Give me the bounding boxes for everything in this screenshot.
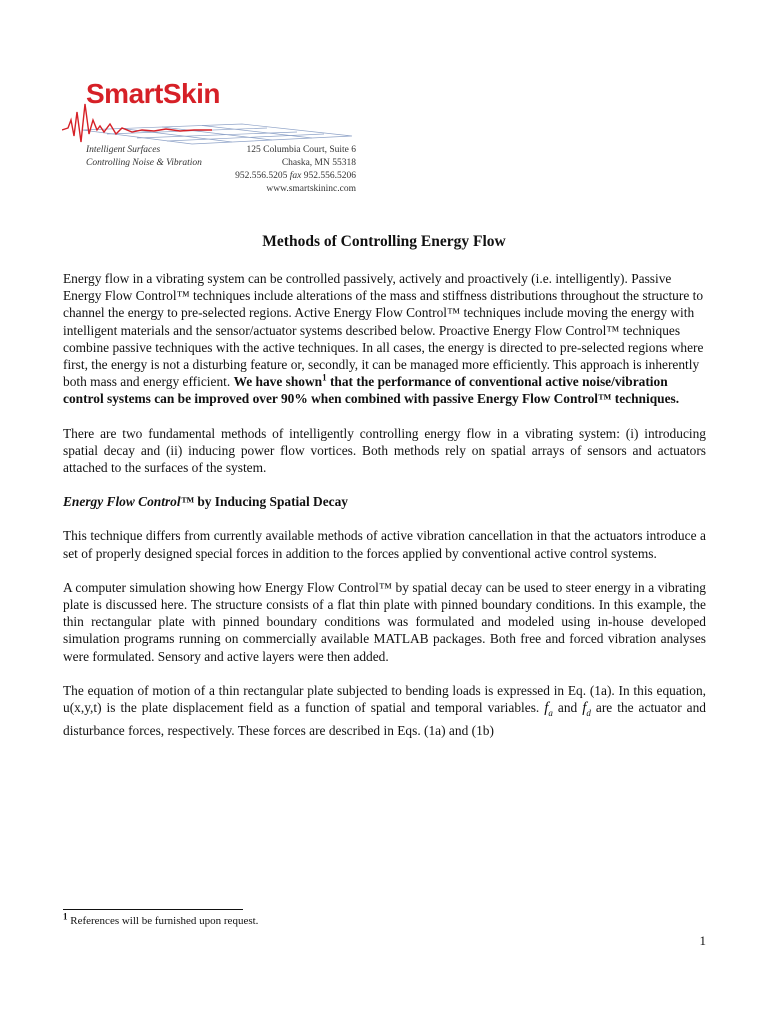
footnote [63,911,259,927]
footnote-divider [63,909,243,910]
section-heading [63,493,706,510]
intro-text: Energy flow in a vibrating system can be controlled passively, actively and proactively (i.e. intelligently). Passive Energy Flow Control™ techniques include alterations of the mass and stiffness distributions throughout the structure to channel the energy to pre-selected regions. Active Energy Flow Control™ techniques include moving the energy with intelligent materials and the sensor/actuator systems described below. Proactive Energy Flow Control™ techniques combine passive techniques with the active techniques. In all cases, the energy is directed to pre-selected regions where first, the energy is not a disturbing feature or, secondly, it can be managed more efficiently. This approach is inherently both mass and energy efficient. [63,271,704,390]
paragraph-simulation: A computer simulation showing how Energy Flow Control™ by spatial decay can be used to steer energy in a vibrating plate is discussed here. The structure consists of a flat thin plate with pinned boundary conditions. In this example, the thin rectangular plate with pinned boundary conditions was formulated and modeled using in-house developed simulation programs running on commercially available MATLAB packages. Both free and forced vibration analyses were formulated. Sensory and active layers were then added. [63,579,706,664]
tagline-line: Intelligent Surfaces [86,145,161,155]
fax-label: fax [289,171,302,181]
heading-rest: by Inducing Spatial Decay [193,494,348,510]
claim-text-a: We have shown [233,374,323,390]
symbol-subscript-a: a [548,708,553,719]
footnote-number: 1 [63,911,68,922]
tagline-line: Controlling Noise & Vibration [86,158,202,168]
address-line: 125 Columbia Court, Suite 6 [246,145,356,155]
paragraph-equation [63,682,706,740]
website-link[interactable]: www.smartskininc.com [266,184,356,194]
company-address [222,144,356,196]
fax-number: 952.556.5206 [303,171,356,181]
symbol-f: f [582,700,587,717]
address-line: Chaska, MN 55318 [281,158,356,168]
brand-tagline [86,144,202,170]
equation-text-a: The equation of motion of a thin rectangular plate subjected to bending loads is expressed in Eq. (1a). In this equation, u(x,y,t) is the plate displacement field as a function of spatial and temporal variables. [63,682,706,716]
symbol-fd [582,700,591,719]
footnote-ref[interactable]: 1 [322,372,327,383]
symbol-subscript-d: d [586,708,591,719]
phone-fax-line [222,170,356,183]
brand-logo: SmartSkin [86,78,220,109]
equation-text-b: are the actuator and disturbance forces, respectively. These forces are described in Eqs. (1a) and (1b) [63,700,706,739]
claim-text-b: that the performance of conventional active noise/vibration control systems can be improved over 90% when combined with passive Energy Flow Control™ techniques. [63,374,680,407]
phone-number: 952.556.5205 [235,171,288,181]
equation-and: and [552,700,583,716]
symbol-f: f [544,700,549,717]
paragraph-methods: There are two fundamental methods of intelligently controlling energy flow in a vibrating system: (i) introducing spatial decay and (ii) inducing power flow vortices. Both methods rely on spatial arrays of sensors and actuators attached to the surfaces of the system. [63,425,706,476]
document-title: Methods of Controlling Energy Flow [262,233,506,250]
symbol-fa [544,700,553,719]
page-number: 1 [699,933,706,948]
paragraph-intro [63,270,706,408]
paragraph-technique: This technique differs from currently available methods of active vibration cancellation in that the actuators introduce a set of properly designed special forces in addition to the forces applied by conventional active control systems. [63,528,706,561]
letterhead [62,72,362,202]
grid-plane-icon [82,124,352,144]
footnote-text: References will be furnished upon request. [67,915,259,927]
heading-italic: Energy Flow Control™ [63,494,194,510]
document-body [63,270,706,756]
